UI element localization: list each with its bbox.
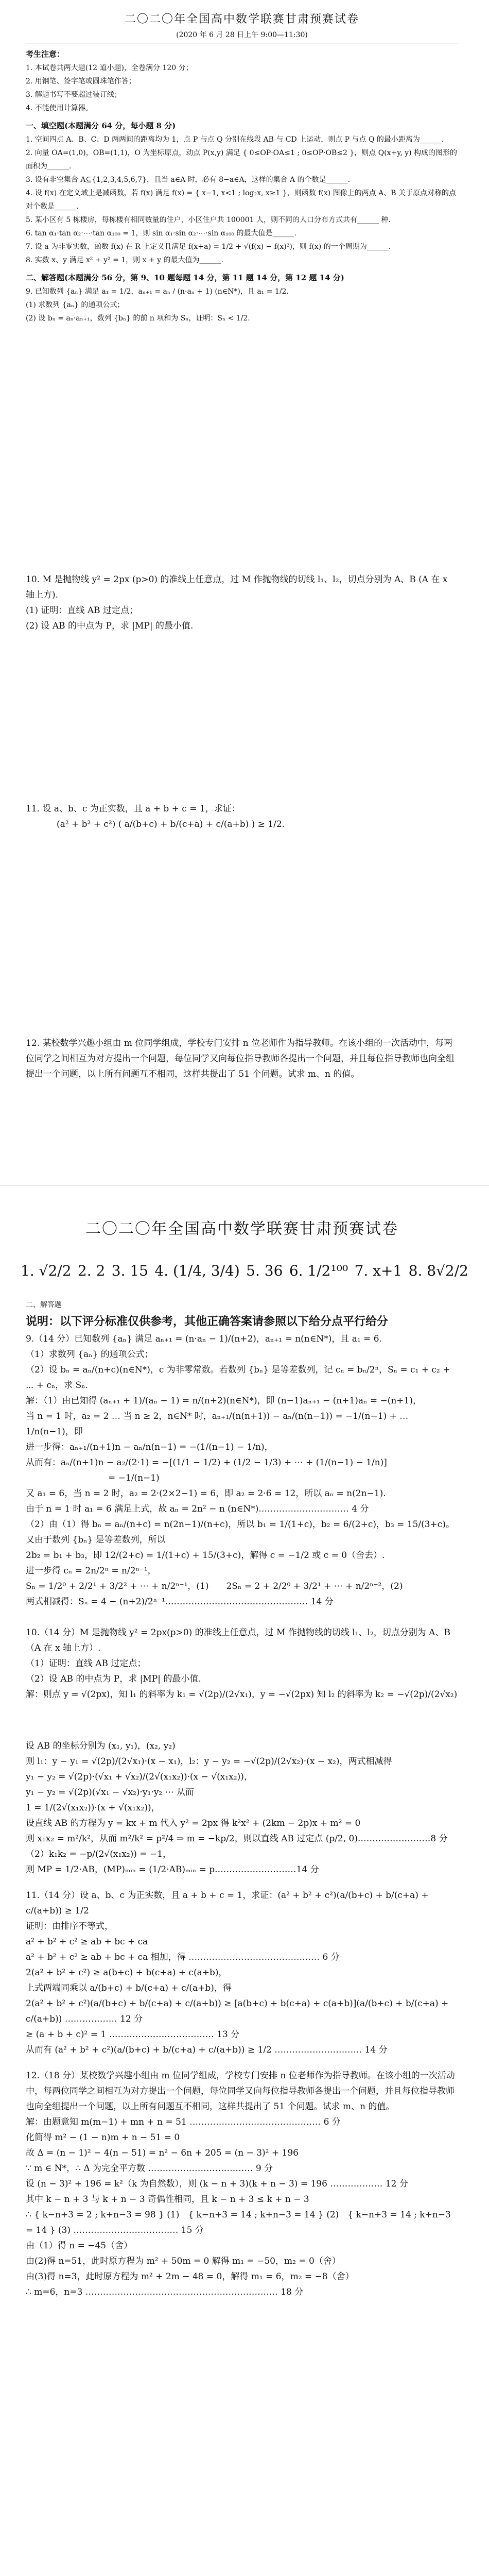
answer-1: 1. √2/2: [21, 1262, 72, 1279]
s12-line-8: 由(2)得 n=51，此时原方程为 m² + 50m = 0 解得 m₁ = −50，m₂ = 0（舍）: [26, 2256, 341, 2266]
question-2: 2. 向量 OA=(1,0)，OB=(1,1)，O 为坐标原点，动点 P(x,y) 满足 { 0≤OP·OA≤1 ; 0≤OP·OB≤2 }，则点 Q(x+y, y) 构成的图形的面积为______.: [26, 149, 458, 171]
answer-6: 6. 1/2¹⁰⁰: [289, 1262, 348, 1279]
notes-title: 考生注意：: [26, 49, 65, 59]
s10-line-8: 则 x₁x₂ = m²/k²，从而 m²/k² = p²/4 ⇒ m = −kp/2，则以直线 AB 过定点 (p/2, 0).……………………8 分: [26, 1834, 448, 1844]
answer-3: 3. 15: [111, 1262, 148, 1279]
s11-head: 11.（14 分）设 a、b、c 为正实数，且 a + b + c = 1，求证：(a² + b² + c²)(a/(b+c) + b/(c+a) + c/(a+b)) ≥ 1/2: [26, 1890, 429, 1916]
s10-line-6: 1 = 1/(2√(x₁x₂))·(x + √(x₁x₂))，: [26, 1803, 160, 1813]
answer-2: 2. 2: [77, 1262, 106, 1279]
s9-head: 9.（14 分）已知数列 {aₙ} 满足 aₙ₊₁ = (n·aₙ − 1)/(n+2)，aₙ₊₁ = n(n∈N*)，且 a₁ = 6.: [26, 1334, 382, 1344]
s9-line-12: 两式相减得：Sₙ = 4 − (n+2)/2ⁿ⁻¹.………………………………………… 14 分: [26, 1597, 334, 1607]
answers-title: 二〇二〇年全国高中数学联赛甘肃预赛试卷: [85, 1220, 398, 1238]
s9-line-1: 解：（1）由已知得 (aₙ₊₁ + 1)/(aₙ − 1) = n/(n+2)(n∈N*)，即 (n−1)aₙ₊₁ − (n+1)aₙ = −(n+1)，: [26, 1396, 422, 1406]
s10-line-9: （2）k₁k₂ = −p/(2√(x₁x₂)) = −1，: [26, 1849, 172, 1859]
s12-line-9: 由(3)得 n=3，此时原方程为 m² + 2m − 48 = 0，解得 m₁ = 6，m₂ = −8（舍）: [26, 2272, 354, 2282]
question-10: 10. M 是抛物线 y² = 2px (p>0) 的准线上任意点，过 M 作抛物线的切线 l₁、l₂，切点分别为 A、B (A 在 x 轴上方).: [26, 574, 448, 600]
grading-note: 说明：以下评分标准仅供参考，其他正确答案请参照以下给分点平行给分: [26, 1315, 389, 1328]
s9-line-10: 进一步得 cₙ = 2n/2ⁿ = n/2ⁿ⁻¹，: [26, 1566, 156, 1576]
s12-line-5: 设 (n − 3)² + 196 = k²（k 为自然数），则 (k − n + 3)(k + n − 3) = 196 ……………… 12 分: [26, 2179, 408, 2189]
note-4: 4. 不能使用计算器。: [26, 104, 93, 112]
answers-row: [0, 1262, 489, 1279]
exam-subtitle: (2020 年 6 月 28 日上午 9:00—11:30): [176, 31, 308, 39]
s10-head: 10.（14 分）M 是抛物线 y² = 2px(p>0) 的准线上任意点，过 M 作抛物线的切线 l₁、l₂，切点分别为 A、B（A 在 x 轴上方）.: [26, 1628, 450, 1653]
s10-part2: （2）设 AB 的中点为 P，求 |MP| 的最小值.: [26, 1674, 201, 1684]
question-4: 4. 设 f(x) 在定义域上是减函数，若 f(x) 满足 f(x) = { x−1, x<1 ; log₂x, x≥1 }，则函数 f(x) 图像上的两点 A、B 关于原点对称的点对个数是______.: [26, 189, 456, 211]
answer-7: 7. x+1: [354, 1262, 403, 1279]
s12-line-4: ∵ m ∈ N*，∴ Δ 为完全平方数 ……………………………… 9 分: [26, 2163, 273, 2174]
s10-line-7: 设直线 AB 的方程为 y = kx + m 代入 y² = 2px 得 k²x² + (2km − 2p)x + m² = 0: [26, 1818, 361, 1828]
question-12-block: [0, 1036, 489, 1082]
s11-line-3: a² + b² + c² ≥ ab + bc + ca 相加，得 ……………………………………… 6 分: [26, 1952, 340, 1962]
answer-5: 5. 36: [246, 1262, 283, 1279]
s9-line-4: 从而有：aₙ/(n+1)n − a₂/(2·1) = −[(1/1 − 1/2) + (1/2 − 1/3) + ⋯ + (1/(n−1) − 1/n)]: [26, 1458, 387, 1468]
s9-line-9: 2b₂ = b₁ + b₃，即 12/(2+c) = 1/(1+c) + 15/(3+c)，解得 c = −1/2 或 c = 0（舍去）.: [26, 1550, 385, 1561]
question-10-block: [0, 572, 489, 634]
note-3: 3. 解题书写不要超过装订线；: [26, 91, 121, 99]
question-7: 7. 设 a 为非零实数，函数 f(x) 在 R 上定义且满足 f(x+a) = 1/2 + √(f(x) − f(x)²)，则 f(x) 的一个周期为______.: [26, 243, 391, 251]
question-10-part1: (1) 证明：直线 AB 过定点；: [26, 605, 138, 616]
question-11-formula: (a² + b² + c²) ( a/(b+c) + b/(c+a) + c/(a+b) ) ≥ 1/2.: [57, 819, 285, 829]
note-1: 1. 本试卷共两大题(12 道小题)，全卷满分 120 分；: [26, 64, 193, 72]
s11-line-5: 上式两端同乘以 a/(b+c) + b/(c+a) + c/(a+b)，得: [26, 1983, 232, 1993]
s10-part1: （1）证明：直线 AB 过定点；: [26, 1658, 146, 1669]
s11-line-2: a² + b² + c² ≥ ab + bc + ca: [26, 1937, 148, 1947]
exam-title: 二〇二〇年全国高中数学联赛甘肃预赛试卷: [124, 13, 359, 26]
question-8: 8. 实数 x、y 满足 x² + y² = 1，则 x + y 的最大值为______.: [26, 256, 223, 264]
question-11-block: [0, 801, 489, 832]
s12-line-7: 由（1）得 n = −45（舍）: [26, 2241, 133, 2251]
question-9-part2: (2) 设 bₙ = aₙ·aₙ₊₁，数列 {bₙ} 的前 n 项和为 Sₙ，证明：Sₙ < 1/2.: [26, 314, 250, 323]
s12-system: ∴ { k−n+3 = 2 ; k+n−3 = 98 } (1) { k−n+3 = 14 ; k+n−3 = 14 } (2) { k−n+3 = 14 ; k+n−3 = 14 } (3) ……………………………… 15 分: [26, 2210, 451, 2235]
exam-paper: [0, 10, 489, 325]
s9-line-11: Sₙ = 1/2⁰ + 2/2¹ + 3/2² + ⋯ + n/2ⁿ⁻¹，(1) 2Sₙ = 2 + 2/2⁰ + 3/2¹ + ⋯ + n/2ⁿ⁻²，(2): [26, 1581, 403, 1591]
s10-line-5: y₁ − y₂ = √(2p)(√x₁ − √x₂)·y₁·y₂ ⋯ 从而: [26, 1787, 194, 1798]
s12-head: 12.（18 分）某校数学兴趣小组由 m 位同学组成，学校专门安排 n 位老师作为指导教师。在该小组的一次活动中，每两位同学之间相互为对方提出一个问题，每位同学又向每位指导教师各提出一个问题，并且每位指导教师也向全组提出一个问题，以上所有问题互不相同，这样共提出了 51 个问题。试求 m、n 的值。: [26, 2071, 455, 2112]
note-2: 2. 用钢笔、签字笔或圆珠笔作答；: [26, 77, 136, 86]
s9-line-2: 当 n = 1 时，a₂ = 2 … 当 n ≥ 2，n∈N* 时，aₙ₊₁/(n(n+1)) − aₙ/(n(n−1)) = −1/(n−1) + … 1/n(n−1)，即: [26, 1411, 409, 1437]
s11-line-6: 2(a² + b² + c²)(a/(b+c) + b/(c+a) + c/(a+b)) ≥ [a(b+c) + b(c+a) + c(a+b)](a/(b+c) + b/(c+a) + c/(a+b)) ……………… 12 分: [26, 1998, 449, 2024]
solutions: [0, 1298, 489, 2300]
part2-header: 二、解答题(本题满分 56 分，第 9、10 题每题 14 分，第 11 题 14 分，第 12 题 14 分): [26, 273, 344, 282]
s9-line-8: （2）由（1）得 bₙ = aₙ/(n+c) = n(2n−1)/(n+c)，所以 b₁ = 1/(1+c)，b₂ = 6/(2+c)，b₃ = 15/(3+c)。又由于数列 {bₙ} 是等差数列，所以: [26, 1519, 455, 1545]
s12-line-3: 故 Δ = (n − 1)² − 4(n − 51) = n² − 6n + 205 = (n − 3)² + 196: [26, 2148, 299, 2158]
s9-line-6: 又 a₁ = 6，当 n = 2 时，a₂ = 2·(2×2−1) = 6，即 a₂ = 2·6 = 12，所以 aₙ = n(2n−1).: [26, 1488, 386, 1499]
s11-line-4: 2(a² + b² + c²) ≥ a(b+c) + b(c+a) + c(a+b)，: [26, 1968, 228, 1978]
s11-line-8: 从而有 (a² + b² + c²)(a/(b+c) + b/(c+a) + c/(a+b)) ≥ 1/2 ………………………… 14 分: [26, 2045, 388, 2055]
s10-line-10: 则 MP = 1/2·AB，(MP)ₘᵢₙ = (1/2·AB)ₘᵢₙ = p.………………………14 分: [26, 1865, 319, 1875]
part1-header: 一、填空题(本题满分 64 分，每小题 8 分): [26, 121, 176, 130]
question-3: 3. 设有非空集合 A⊆{1,2,3,4,5,6,7}，且当 a∈A 时，必有 8−a∈A，这样的集合 A 的个数是______.: [26, 176, 351, 184]
answer-4: 4. (1/4, 3/4): [154, 1262, 240, 1279]
question-11: 11. 设 a、b、c 为正实数，且 a + b + c = 1，求证：: [26, 804, 240, 814]
s11-line-1: 证明：由排序不等式，: [26, 1921, 113, 1931]
question-10-part2: (2) 设 AB 的中点为 P，求 |MP| 的最小值.: [26, 621, 194, 631]
solutions-header: 二、解答题: [26, 1301, 62, 1309]
s11-line-7: ≥ (a + b + c)² = 1 ……………………………… 13 分: [26, 2029, 240, 2040]
s10-line-1: 解：则点 y = √(2px)，知 l₁ 的斜率为 k₁ = √(2p)/(2√x₁)，y = −√(2px) 知 l₂ 的斜率为 k₂ = −√(2p)/(2√x₂): [26, 1689, 458, 1700]
question-1: 1. 空间四点 A、B、C、D 两两间的距离均为 1，点 P 与点 Q 分别在线段 AB 与 CD 上运动，则点 P 与点 Q 的最小距离为______.: [26, 135, 444, 144]
s10-line-4: y₁ − y₂ = √(2p)·(√x₁ + √x₂)/(2√(x₁x₂))·(x − √(x₁x₂))，: [26, 1772, 253, 1782]
question-12: 12. 某校数学兴趣小组由 m 位同学组成，学校专门安排 n 位老师作为指导教师。在该小组的一次活动中，每两位同学之间相互为对方提出一个问题，每位同学又向每位指导教师各提出一个问题，并且每位指导教师也向全组提出一个问题，以上所有问题互不相同，这样共提出了 51 个问题。试求 m、n 的值。: [26, 1038, 455, 1079]
s10-line-2: 设 AB 的坐标分别为 (x₁, y₁)，(x₂, y₂): [26, 1741, 176, 1751]
s9-part2: （2）设 bₙ = aₙ/(n+c)(n∈N*)，c 为非零常数。若数列 {bₙ} 是等差数列，记 cₙ = bₙ/2ⁿ，Sₙ = c₁ + c₂ + ⋯ + cₙ，求 Sₙ.: [26, 1365, 450, 1391]
answers-section: [0, 1216, 489, 1239]
question-6: 6. tan α₁·tan α₂·⋯·tan α₁₀₀ = 1，则 sin α₁·sin α₂·⋯·sin α₁₀₀ 的最大值是______.: [26, 229, 296, 238]
question-9: 9. 已知数列 {aₙ} 满足 a₁ = 1/2，aₙ₊₁ = aₙ / (n·aₙ + 1) (n∈N*)，且 a₁ = 1/2.: [26, 287, 289, 296]
s9-line-5: = −1/(n−1): [108, 1473, 160, 1483]
s9-line-7: 由于 n = 1 时 a₁ = 6 满足上式，故 aₙ = 2n² − n (n∈N*).………………………… 4 分: [26, 1504, 369, 1514]
answer-8: 8. 8√2/2: [408, 1262, 468, 1279]
s12-line-2: 化简得 m² − (1 − n)m + n − 51 = 0: [26, 2132, 180, 2143]
s12-line-1: 解：由题意知 m(m−1) + mn + n = 51 ……………………………………… 6 分: [26, 2117, 341, 2127]
s9-part1: （1）求数列 {aₙ} 的通项公式；: [26, 1349, 153, 1360]
s12-line-10: ∴ m=6，n=3 ………………………………………………………… 18 分: [26, 2287, 304, 2297]
s12-line-6: 其中 k − n + 3 与 k + n − 3 奇偶性相同，且 k − n + 3 ≤ k + n − 3: [26, 2194, 309, 2205]
question-9-part1: (1) 求数列 {aₙ} 的通项公式；: [26, 301, 125, 309]
question-5: 5. 某小区有 5 栋楼房，每栋楼有相同数量的住户，小区住户共 100001 人，则不同的人口分布方式共有______ 种.: [26, 216, 391, 224]
s9-line-3: 进一步得：aₙ₊₁/(n+1)n − aₙ/n(n−1) = −(1/(n−1) − 1/n)，: [26, 1442, 273, 1452]
s10-line-3: 则 l₁：y − y₁ = √(2p)/(2√x₁)·(x − x₁)，l₂：y − y₂ = −√(2p)/(2√x₂)·(x − x₂)，两式相减得: [26, 1756, 392, 1767]
